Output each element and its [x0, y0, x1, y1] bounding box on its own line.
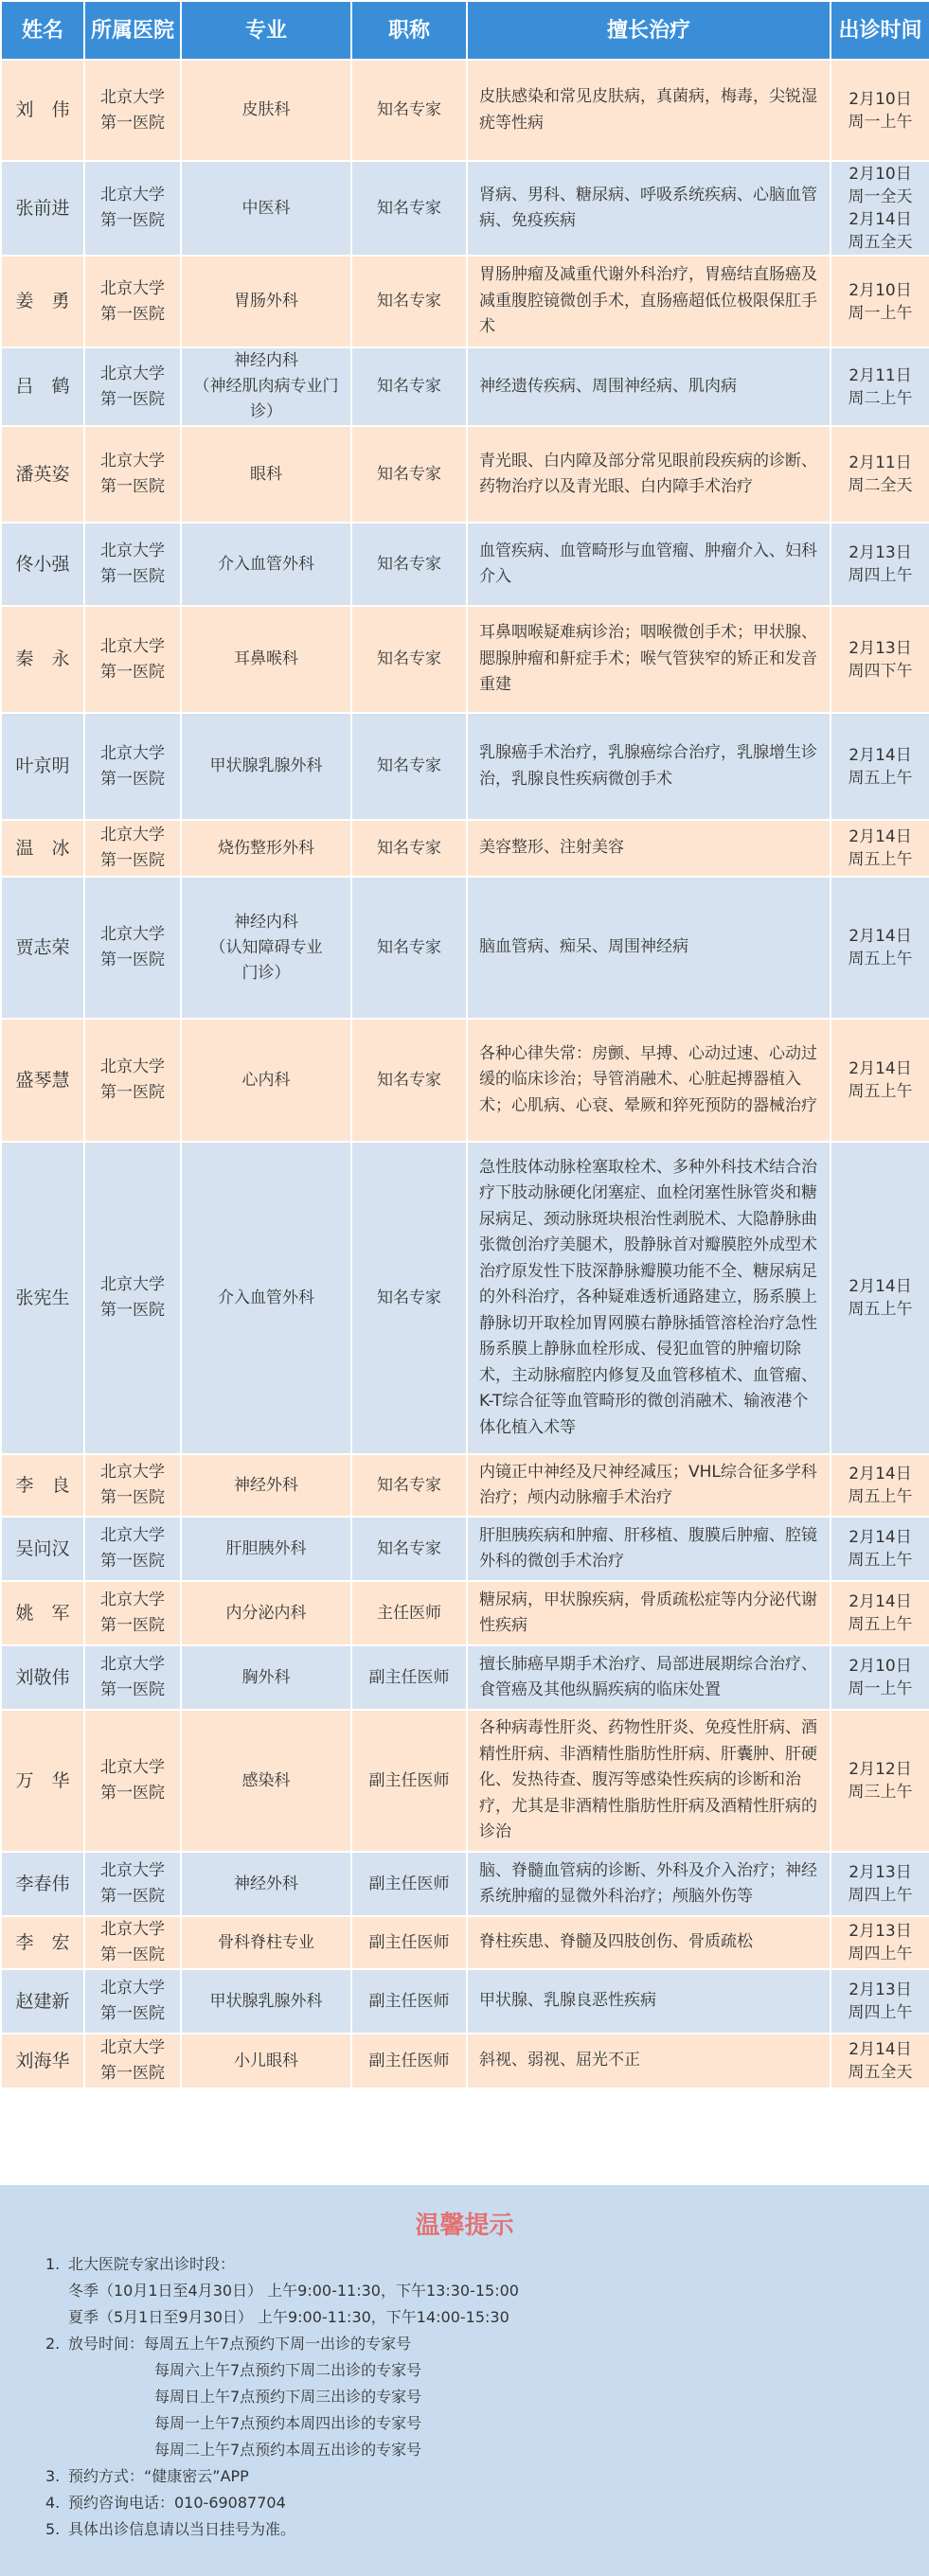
clinic-time-cell: [831, 2034, 929, 2088]
clinic-time-cell-line: 2月14日: [849, 1592, 912, 1611]
hospital-cell-line: 第一医院: [100, 950, 165, 969]
table-row: [1, 1517, 929, 1581]
table-row: [1, 713, 929, 820]
clinic-time-cell: [831, 713, 929, 820]
hospital-cell-line: 第一医院: [100, 2004, 165, 2023]
specialty-cell: 脑、脊髓血管病的诊断、外科及介入治疗；神经系统肿瘤的显微外科治疗；颅脑外伤等: [467, 1852, 831, 1916]
hospital-cell-line: 第一医院: [100, 1945, 165, 1964]
clinic-time-cell-line: 2月14日: [849, 745, 912, 765]
title-cell: 知名专家: [351, 820, 467, 877]
clinic-time-cell-line: 2月13日: [849, 1922, 912, 1941]
title-cell: 副主任医师: [351, 1645, 467, 1710]
hospital-cell-line: 第一医院: [100, 1784, 165, 1803]
tip-text: 放号时间：每周五上午7点预约下周一出诊的专家号: [68, 2335, 412, 2353]
clinic-time-cell: [831, 606, 929, 713]
doctor-name: 吕 鹤: [1, 347, 84, 426]
clinic-time-cell: [831, 1517, 929, 1581]
hospital-cell-line: 北京大学: [100, 1526, 165, 1545]
hospital-cell: [84, 1710, 181, 1852]
title-cell: 知名专家: [351, 60, 467, 161]
header-specialty: 擅长治疗: [467, 1, 831, 60]
tip-number: 5.: [45, 2520, 61, 2538]
title-cell: 知名专家: [351, 1142, 467, 1454]
department-cell-line: 心内科: [241, 1070, 291, 1090]
clinic-time-cell: [831, 256, 929, 347]
hospital-cell-line: 北京大学: [100, 364, 165, 383]
hospital-cell-line: 第一医院: [100, 1680, 165, 1699]
clinic-time-cell-line: 2月14日: [849, 1528, 912, 1547]
doctor-name: 李春伟: [1, 1852, 84, 1916]
specialty-cell: 皮肤感染和常见皮肤病，真菌病，梅毒，尖锐湿疣等性病: [467, 60, 831, 161]
tip-subline: 夏季（5月1日至9月30日） 上午9:00-11:30，下午14:00-15:30: [68, 2308, 509, 2326]
department-cell-line: 肝胆胰外科: [225, 1538, 307, 1558]
clinic-time-cell-line: 周五全天: [848, 2063, 913, 2082]
table-row: [1, 1645, 929, 1710]
hospital-cell-line: 北京大学: [100, 1590, 165, 1609]
department-cell: [181, 347, 351, 426]
title-cell: 副主任医师: [351, 1710, 467, 1852]
specialty-cell: 脊柱疾患、脊髓及四肢创伤、骨质疏松: [467, 1916, 831, 1969]
clinic-time-cell-line: 2月10日: [849, 89, 912, 109]
clinic-time-cell-line: 周五上午: [848, 1082, 913, 1101]
clinic-time-cell-line: 2月13日: [849, 638, 912, 658]
tip-subline: 每周日上午7点预约下周三出诊的专家号: [154, 2388, 422, 2406]
doctor-name: 盛琴慧: [1, 1019, 84, 1142]
clinic-time-cell-line: 周二上午: [848, 388, 913, 408]
title-cell: 知名专家: [351, 426, 467, 523]
clinic-time-cell: [831, 1710, 929, 1852]
doctor-name: 万 华: [1, 1710, 84, 1852]
hospital-cell: [84, 713, 181, 820]
department-cell-line: 眼科: [250, 464, 282, 484]
header-time: 出诊时间: [831, 1, 929, 60]
doctor-name: 赵建新: [1, 1969, 84, 2034]
specialty-cell: 肾病、男科、糖尿病、呼吸系统疾病、心脑血管病、免疫疾病: [467, 161, 831, 256]
tip-subline: 每周二上午7点预约本周五出诊的专家号: [154, 2441, 422, 2459]
department-cell: [181, 1645, 351, 1710]
tips-title: 温馨提示: [415, 2212, 514, 2240]
title-cell: 知名专家: [351, 347, 467, 426]
clinic-time-cell-line: 2月10日: [849, 280, 912, 300]
doctor-name: 佟小强: [1, 523, 84, 606]
clinic-time-cell-line: 周五全天: [848, 233, 913, 252]
table-row: [1, 2034, 929, 2088]
table-row: [1, 161, 929, 256]
clinic-time-cell: [831, 1852, 929, 1916]
tip-number: 3.: [45, 2467, 61, 2485]
table-row: [1, 820, 929, 877]
department-cell: [181, 713, 351, 820]
clinic-time-cell: [831, 1142, 929, 1454]
hospital-cell-line: 第一医院: [100, 567, 165, 586]
title-cell: 副主任医师: [351, 1969, 467, 2034]
clinic-time-cell-line: 周五上午: [848, 768, 913, 788]
clinic-time-cell-line: 周二全天: [848, 476, 913, 495]
doctor-name: 张前进: [1, 161, 84, 256]
clinic-time-cell-line: 周四上午: [848, 1886, 913, 1905]
department-cell-line: （认知障碍专业: [209, 937, 323, 957]
tips-list: [45, 2253, 898, 2545]
department-cell-line: 神经外科: [234, 1874, 298, 1893]
hospital-cell-line: 北京大学: [100, 278, 165, 298]
specialty-cell: 各种病毒性肝炎、药物性肝炎、免疫性肝病、酒精性肝病、非酒精性脂肪性肝病、肝囊肿、肝硬化、发热待查、腹泻等感染性疾病的诊断和治疗，尤其是非酒精性脂肪性肝病及酒精性肝病的诊治: [467, 1710, 831, 1852]
clinic-time-cell-line: 2月14日: [849, 1465, 912, 1483]
header-hospital: 所属医院: [84, 1, 181, 60]
specialty-cell: 神经遗传疾病、周围神经病、肌肉病: [467, 347, 831, 426]
table-row: [1, 606, 929, 713]
department-cell: [181, 426, 351, 523]
department-cell: [181, 1454, 351, 1517]
hospital-cell-line: 北京大学: [100, 636, 165, 656]
table-row: [1, 1019, 929, 1142]
header-name: 姓名: [1, 1, 84, 60]
hospital-cell: [84, 60, 181, 161]
hospital-cell-line: 第一医院: [100, 1488, 165, 1507]
table-row: [1, 60, 929, 161]
clinic-time-cell-line: 2月14日: [849, 927, 912, 946]
doctor-name: 李 宏: [1, 1916, 84, 1969]
hospital-cell-line: 北京大学: [100, 1920, 165, 1939]
clinic-time-cell-line: 2月14日: [849, 827, 912, 846]
clinic-time-cell: [831, 877, 929, 1019]
specialty-cell: 肝胆胰疾病和肿瘤、肝移植、腹膜后肿瘤、腔镜外科的微创手术治疗: [467, 1517, 831, 1581]
hospital-cell: [84, 1852, 181, 1916]
hospital-cell-line: 北京大学: [100, 452, 165, 471]
hospital-cell: [84, 1581, 181, 1645]
hospital-cell-line: 北京大学: [100, 87, 165, 107]
hospital-cell: [84, 347, 181, 426]
clinic-time-cell-line: 周四上午: [848, 566, 913, 585]
department-cell: [181, 1852, 351, 1916]
table-row: [1, 877, 929, 1019]
department-cell: [181, 1142, 351, 1454]
hospital-cell-line: 北京大学: [100, 1655, 165, 1674]
clinic-time-cell-line: 2月13日: [849, 543, 912, 562]
department-cell-line: 胃肠外科: [234, 292, 298, 311]
title-cell: 知名专家: [351, 877, 467, 1019]
hospital-cell-line: 北京大学: [100, 1057, 165, 1076]
tip-text: 北大医院专家出诊时段：: [68, 2255, 236, 2273]
clinic-time-cell-line: 周五上午: [848, 1615, 913, 1634]
tip-text: 预约方式：“健康密云”APP: [68, 2467, 249, 2485]
clinic-time-cell-line: 周四上午: [848, 1945, 913, 1963]
title-cell: 知名专家: [351, 523, 467, 606]
table-row: [1, 1581, 929, 1645]
department-cell: [181, 1517, 351, 1581]
specialty-cell: 各种心律失常：房颤、早搏、心动过速、心动过缓的临床诊治；导管消融术、心脏起搏器植入术；心肌病、心衰、晕厥和猝死预防的器械治疗: [467, 1019, 831, 1142]
department-cell: [181, 256, 351, 347]
department-cell-line: 耳鼻喉科: [234, 649, 298, 668]
department-cell: [181, 161, 351, 256]
department-cell: [181, 60, 351, 161]
specialty-cell: 胃肠肿瘤及减重代谢外科治疗，胃癌结直肠癌及减重腹腔镜微创手术，直肠癌超低位极限保肛手术: [467, 256, 831, 347]
table-header-row: [1, 1, 929, 60]
clinic-time-cell: [831, 820, 929, 877]
clinic-time-cell-line: 2月10日: [849, 1657, 912, 1676]
clinic-time-cell-line: 2月14日: [849, 210, 912, 229]
doctor-name: 秦 永: [1, 606, 84, 713]
table-row: [1, 1916, 929, 1969]
clinic-time-cell: [831, 523, 929, 606]
hospital-cell-line: 北京大学: [100, 1979, 165, 1998]
table-row: [1, 523, 929, 606]
hospital-cell: [84, 1969, 181, 2034]
clinic-time-cell-line: 2月11日: [849, 365, 912, 385]
doctor-name: 叶京明: [1, 713, 84, 820]
specialty-cell: 乳腺癌手术治疗，乳腺癌综合治疗，乳腺增生诊治，乳腺良性疾病微创手术: [467, 713, 831, 820]
department-cell: [181, 820, 351, 877]
tip-subline: 冬季（10月1日至4月30日） 上午9:00-11:30，下午13:30-15:00: [68, 2282, 519, 2300]
clinic-time-cell: [831, 1019, 929, 1142]
hospital-cell: [84, 1019, 181, 1142]
clinic-time-cell: [831, 161, 929, 256]
clinic-time-cell-line: 周五上午: [848, 950, 913, 968]
doctor-name: 刘海华: [1, 2034, 84, 2088]
specialty-cell: 斜视、弱视、屈光不正: [467, 2034, 831, 2088]
clinic-time-cell-line: 2月13日: [849, 1981, 912, 1999]
department-cell: [181, 1916, 351, 1969]
hospital-cell: [84, 1916, 181, 1969]
hospital-cell-line: 北京大学: [100, 826, 165, 844]
tip-number: 1.: [45, 2255, 61, 2273]
department-cell-line: 皮肤科: [241, 100, 291, 119]
hospital-cell: [84, 1142, 181, 1454]
clinic-time-cell: [831, 426, 929, 523]
title-cell: 知名专家: [351, 256, 467, 347]
tip-subline: 每周一上午7点预约本周四出诊的专家号: [154, 2414, 422, 2432]
table-row: [1, 256, 929, 347]
clinic-time-cell-line: 2月10日: [849, 165, 912, 184]
hospital-cell-line: 第一医院: [100, 1552, 165, 1571]
department-cell: [181, 1581, 351, 1645]
hospital-cell-line: 第一医院: [100, 1083, 165, 1102]
department-cell: [181, 523, 351, 606]
doctor-name: 吴问汉: [1, 1517, 84, 1581]
clinic-time-cell-line: 周一上午: [848, 303, 913, 323]
tip-item: [45, 2333, 898, 2359]
title-cell: 知名专家: [351, 1454, 467, 1517]
department-cell-line: 介入血管外科: [218, 1288, 314, 1307]
hospital-cell-line: 第一医院: [100, 662, 165, 682]
clinic-time-cell-line: 2月14日: [849, 1059, 912, 1078]
clinic-time-cell: [831, 1581, 929, 1645]
doctor-name: 姚 军: [1, 1581, 84, 1645]
department-cell: [181, 1969, 351, 2034]
clinic-time-cell: [831, 1969, 929, 2034]
title-cell: 知名专家: [351, 1517, 467, 1581]
department-cell-line: 中医科: [241, 198, 291, 218]
hospital-cell-line: 第一医院: [100, 304, 165, 324]
specialty-cell: 美容整形、注射美容: [467, 820, 831, 877]
hospital-cell-line: 第一医院: [100, 851, 165, 870]
table-row: [1, 1852, 929, 1916]
clinic-time-cell-line: 周四上午: [848, 2003, 913, 2022]
hospital-cell: [84, 820, 181, 877]
department-cell-line: 感染科: [241, 1770, 291, 1790]
table-row: [1, 1710, 929, 1852]
department-cell: [181, 2034, 351, 2088]
department-cell-line: 骨科脊柱专业: [218, 1932, 314, 1952]
specialty-cell: 青光眼、白内障及部分常见眼前段疾病的诊断、药物治疗以及青光眼、白内障手术治疗: [467, 426, 831, 523]
tip-number: 4.: [45, 2494, 61, 2512]
tip-subline: 每周六上午7点预约下周二出诊的专家号: [154, 2361, 422, 2379]
department-cell-line: 介入血管外科: [218, 554, 314, 574]
title-cell: 主任医师: [351, 1581, 467, 1645]
specialty-cell: 糖尿病，甲状腺疾病，骨质疏松症等内分泌代谢性疾病: [467, 1581, 831, 1645]
hospital-cell-line: 第一医院: [100, 769, 165, 789]
title-cell: 知名专家: [351, 713, 467, 820]
clinic-time-cell-line: 周三上午: [848, 1783, 913, 1802]
table-row: [1, 426, 929, 523]
tip-text: 具体出诊信息请以当日挂号为准。: [68, 2520, 296, 2538]
clinic-time-cell-line: 周五上午: [848, 1551, 913, 1570]
specialty-cell: 耳鼻咽喉疑难病诊治；咽喉微创手术；甲状腺、腮腺肿瘤和鼾症手术；喉气管狭窄的矫正和发音重建: [467, 606, 831, 713]
header-department: 专业: [181, 1, 351, 60]
clinic-time-cell: [831, 1645, 929, 1710]
hospital-cell: [84, 1517, 181, 1581]
tip-number: 2.: [45, 2335, 61, 2353]
hospital-cell: [84, 2034, 181, 2088]
hospital-cell-line: 北京大学: [100, 743, 165, 763]
doctor-name: 贾志荣: [1, 877, 84, 1019]
title-cell: 知名专家: [351, 606, 467, 713]
department-cell-line: 甲状腺乳腺外科: [209, 756, 323, 775]
clinic-time-cell-line: 2月13日: [849, 1863, 912, 1882]
hospital-cell-line: 北京大学: [100, 2038, 165, 2057]
specialty-cell: 甲状腺、乳腺良恶性疾病: [467, 1969, 831, 2034]
header-title: 职称: [351, 1, 467, 60]
department-cell-line: 内分泌内科: [225, 1603, 307, 1623]
hospital-cell-line: 北京大学: [100, 1275, 165, 1294]
specialty-cell: 急性肢体动脉栓塞取栓术、多种外科技术结合治疗下肢动脉硬化闭塞症、血栓闭塞性脉管炎和糖尿病足、颈动脉斑块根治性剥脱术、大隐静脉曲张微创治疗美腿术，股静脉首对瓣膜腔外成型术治疗原发性下肢深静脉瓣膜功能不全、糖尿病足的外科治疗，各种疑难透析通路建立，肠系膜上静脉切开取栓加胃网膜右静脉插管溶栓治疗急性肠系膜上静脉血栓形成、侵犯血管的肿瘤切除术，主动脉瘤腔内修复及血管移植术、血管瘤、K-T综合征等血管畸形的微创消融术、输液港个体化植入术等: [467, 1142, 831, 1454]
hospital-cell-line: 第一医院: [100, 1887, 165, 1906]
tip-item: [45, 2465, 898, 2492]
department-cell: [181, 1710, 351, 1852]
tip-text: 预约咨询电话：010-69087704: [68, 2494, 286, 2512]
clinic-time-cell-line: 周一上午: [848, 112, 913, 132]
department-cell-line: 门诊）: [241, 963, 291, 983]
hospital-cell-line: 北京大学: [100, 1463, 165, 1482]
doctor-name: 刘敬伟: [1, 1645, 84, 1710]
hospital-cell: [84, 426, 181, 523]
specialty-cell: 血管疾病、血管畸形与血管瘤、肿瘤介入、妇科介入: [467, 523, 831, 606]
hospital-cell: [84, 1454, 181, 1517]
department-cell-line: 小儿眼科: [234, 2051, 298, 2070]
clinic-time-cell: [831, 1916, 929, 1969]
hospital-cell: [84, 161, 181, 256]
department-cell: [181, 877, 351, 1019]
department-cell-line: （神经肌肉病专业门诊）: [193, 377, 339, 421]
clinic-time-cell: [831, 60, 929, 161]
specialty-cell: 脑血管病、痴呆、周围神经病: [467, 877, 831, 1019]
table-row: [1, 1142, 929, 1454]
hospital-cell-line: 第一医院: [100, 1301, 165, 1320]
specialty-cell: 擅长肺癌早期手术治疗、局部进展期综合治疗、食管癌及其他纵膈疾病的临床处置: [467, 1645, 831, 1710]
hospital-cell-line: 第一医院: [100, 477, 165, 496]
clinic-time-cell: [831, 347, 929, 426]
clinic-time-cell-line: 周五上午: [848, 1487, 913, 1506]
clinic-time-cell: [831, 1454, 929, 1517]
department-cell-line: 神经外科: [234, 1475, 298, 1495]
title-cell: 知名专家: [351, 161, 467, 256]
table-row: [1, 1454, 929, 1517]
clinic-time-cell-line: 2月14日: [849, 1277, 912, 1296]
doctor-name: 温 冰: [1, 820, 84, 877]
department-cell-line: 胸外科: [241, 1667, 291, 1687]
doctor-name: 潘英姿: [1, 426, 84, 523]
clinic-time-cell-line: 2月12日: [849, 1760, 912, 1779]
hospital-cell-line: 第一医院: [100, 1616, 165, 1635]
department-cell: [181, 1019, 351, 1142]
tips-panel: [0, 2185, 929, 2576]
table-row: [1, 1969, 929, 2034]
hospital-cell: [84, 1645, 181, 1710]
clinic-time-cell-line: 周四下午: [848, 661, 913, 681]
clinic-time-cell-line: 周五上午: [848, 850, 913, 869]
department-cell-line: 烧伤整形外科: [218, 838, 314, 858]
tip-item: [45, 2492, 898, 2518]
clinic-time-cell-line: 周一全天: [848, 187, 913, 206]
department-cell-line: 神经内科: [234, 351, 298, 370]
hospital-cell-line: 第一医院: [100, 211, 165, 230]
hospital-cell: [84, 523, 181, 606]
clinic-time-cell-line: 2月11日: [849, 453, 912, 472]
hospital-cell: [84, 606, 181, 713]
title-cell: 副主任医师: [351, 1852, 467, 1916]
hospital-cell-line: 第一医院: [100, 2064, 165, 2083]
doctor-name: 刘 伟: [1, 60, 84, 161]
tip-item: [45, 2253, 898, 2280]
doctor-name: 李 良: [1, 1454, 84, 1517]
clinic-time-cell-line: 周一上午: [848, 1679, 913, 1698]
hospital-cell-line: 北京大学: [100, 1758, 165, 1777]
doctor-name: 姜 勇: [1, 256, 84, 347]
title-cell: 知名专家: [351, 1019, 467, 1142]
table-row: [1, 347, 929, 426]
title-cell: 副主任医师: [351, 2034, 467, 2088]
hospital-cell: [84, 877, 181, 1019]
doctor-name: 张宪生: [1, 1142, 84, 1454]
department-cell-line: 神经内科: [234, 912, 298, 932]
hospital-cell: [84, 256, 181, 347]
department-cell: [181, 606, 351, 713]
title-cell: 副主任医师: [351, 1916, 467, 1969]
tip-item: [45, 2518, 898, 2545]
hospital-cell-line: 北京大学: [100, 925, 165, 944]
clinic-time-cell-line: 周五上午: [848, 1300, 913, 1319]
clinic-time-cell-line: 2月14日: [849, 2040, 912, 2059]
hospital-cell-line: 北京大学: [100, 1861, 165, 1880]
department-cell-line: 甲状腺乳腺外科: [209, 1991, 323, 2011]
hospital-cell-line: 北京大学: [100, 186, 165, 204]
specialty-cell: 内镜正中神经及尺神经减压；VHL综合征多学科治疗；颅内动脉瘤手术治疗: [467, 1454, 831, 1517]
hospital-cell-line: 北京大学: [100, 542, 165, 560]
hospital-cell-line: 第一医院: [100, 113, 165, 133]
hospital-cell-line: 第一医院: [100, 389, 165, 409]
